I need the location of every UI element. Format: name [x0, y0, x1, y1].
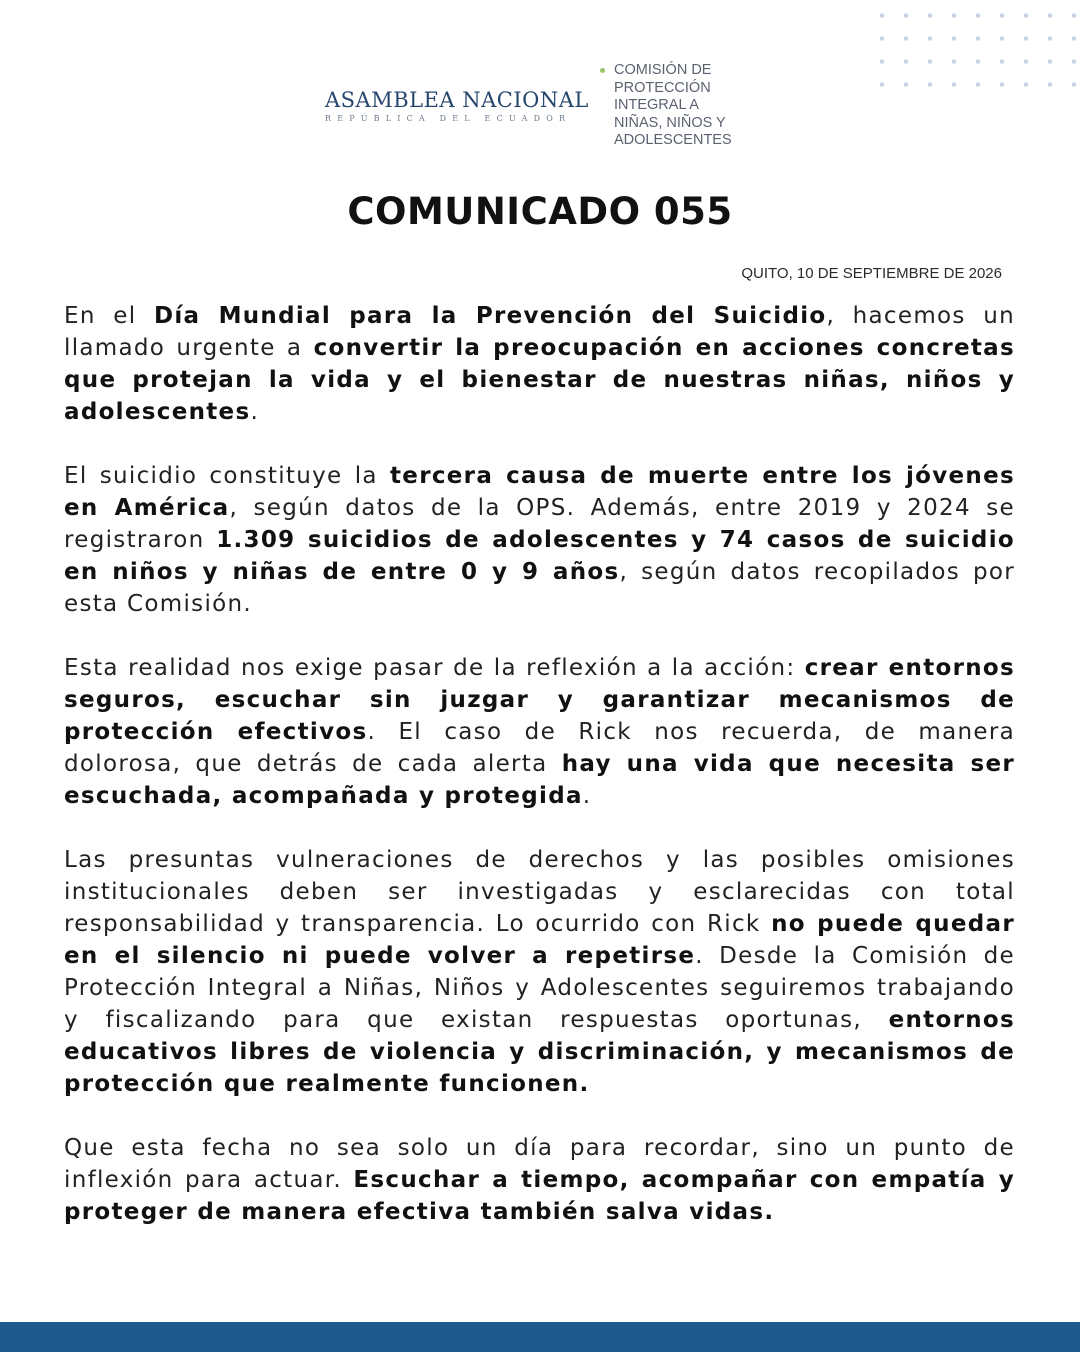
- footer-bar: [0, 1322, 1080, 1352]
- paragraph-text: . Desde la Comisión de Protección Integral a Niñas, Niños y Adolescentes seguiremos trabajando y fiscalizando para que existan respuestas oportunas,: [64, 943, 1016, 1033]
- asamblea-logo-subtitle: REPÚBLICA DEL ECUADOR: [325, 114, 572, 123]
- emphasized-text: entornos educativos libres de violencia y discriminación, y mecanismos de protección que realmente funcionen.: [64, 1007, 1015, 1097]
- paragraph-text: En el: [64, 303, 154, 329]
- comision-logo-line: ADOLESCENTES: [614, 132, 732, 148]
- body-paragraph: [64, 1132, 1015, 1228]
- paragraph-text: , según datos recopilados por esta Comisión.: [64, 559, 1016, 617]
- comision-logo-line: COMISIÓN DE: [614, 62, 712, 78]
- emphasized-text: 1.309 suicidios de adolescentes y 74 casos de suicidio en niños y niñas de entre 0 y 9 años: [64, 527, 1015, 585]
- statement-body: [64, 300, 1015, 1260]
- green-dot-icon: [600, 68, 605, 73]
- comision-logo-line: PROTECCIÓN: [614, 79, 711, 96]
- asamblea-logo-name: ASAMBLEA NACIONAL: [325, 88, 589, 112]
- asamblea-nacional-logo: [325, 88, 589, 124]
- body-paragraph: [64, 844, 1015, 1100]
- comision-logo-line: INTEGRAL A: [614, 97, 699, 113]
- emphasized-text: crear entornos seguros, escuchar sin juzgar y garantizar mecanismos de protección efectivos: [64, 655, 1015, 745]
- paragraph-text: , hacemos un llamado urgente a: [64, 303, 1015, 361]
- paragraph-text: .: [250, 399, 260, 425]
- emphasized-text: Escuchar a tiempo, acompañar con empatía y proteger de manera efectiva también salva vidas.: [64, 1167, 1015, 1225]
- emphasized-text: convertir la preocupación en acciones concretas que protejan la vida y el bienestar de nuestras niñas, niños y adolescentes: [64, 335, 1015, 425]
- emphasized-text: no puede quedar en el silencio ni puede volver a repetirse: [64, 911, 1015, 969]
- emphasized-text: hay una vida que necesita ser escuchada, acompañada y protegida: [64, 751, 1015, 809]
- paragraph-text: . El caso de Rick nos recuerda, de manera dolorosa, que detrás de cada alerta: [64, 719, 1015, 777]
- emphasized-text: Día Mundial para la Prevención del Suicidio: [153, 303, 827, 329]
- body-paragraph: [64, 460, 1015, 620]
- comision-logo-line: NIÑAS, NIÑOS Y: [614, 114, 726, 131]
- paragraph-text: Esta realidad nos exige pasar de la reflexión a la acción:: [64, 655, 805, 681]
- paragraph-text: Que esta fecha no sea solo un día para recordar, sino un punto de inflexión para actuar.: [64, 1135, 1015, 1193]
- date-line: QUITO, 10 DE SEPTIEMBRE DE 2026: [741, 265, 1002, 282]
- page-title: COMUNICADO 055: [347, 190, 733, 233]
- paragraph-text: , según datos de la OPS. Además, entre 2019 y 2024 se registraron: [64, 495, 1016, 553]
- paragraph-text: El suicidio constituye la: [64, 463, 391, 489]
- paragraph-text: .: [582, 783, 592, 809]
- body-paragraph: [64, 652, 1015, 812]
- body-paragraph: [64, 300, 1015, 428]
- comision-logo: [600, 62, 760, 150]
- emphasized-text: tercera causa de muerte entre los jóvenes en América: [64, 463, 1015, 521]
- decorative-dot-pattern: [870, 4, 1080, 104]
- paragraph-text: Las presuntas vulneraciones de derechos y las posibles omisiones institucionales deben ser investigadas y esclarecidas con total responsabilidad y transparencia. Lo ocurrido con Rick: [64, 847, 1015, 937]
